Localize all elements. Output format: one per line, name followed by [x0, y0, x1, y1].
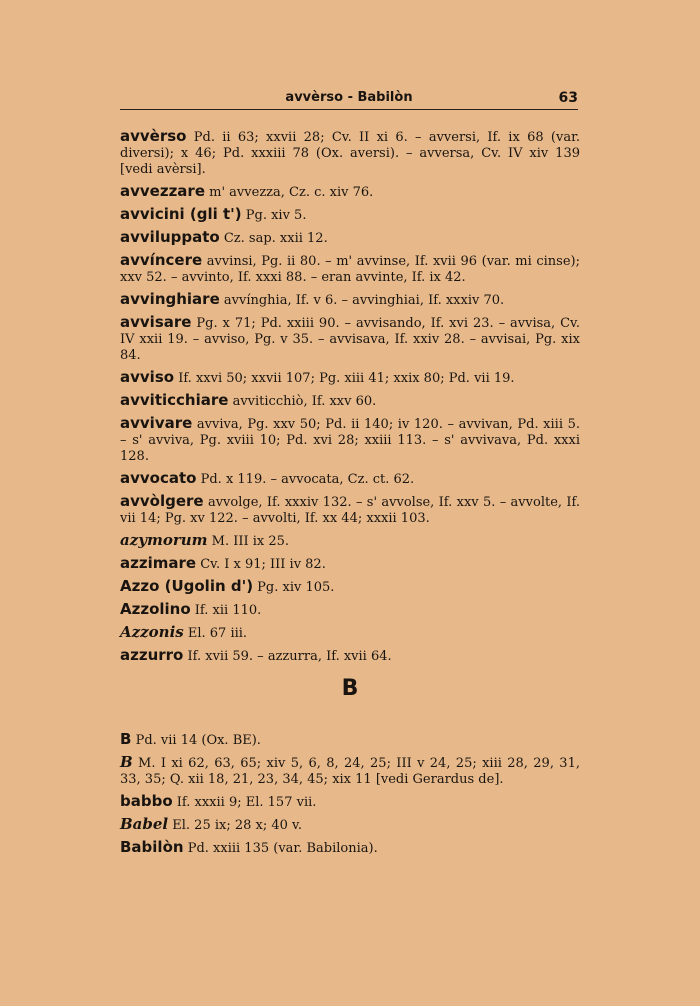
- entry-citations: M. III ix 25.: [207, 534, 290, 549]
- section-letter-b: B: [341, 676, 359, 701]
- entry-citations: Cv. I x 91; III iv 82.: [196, 557, 326, 572]
- page-number: 63: [558, 90, 578, 106]
- dictionary-entry: [120, 470, 580, 488]
- entry-citations: El. 67 iii.: [183, 626, 248, 641]
- dictionary-entry: [120, 793, 580, 811]
- entry-citations: Pg. x 71; Pd. xxiii 90. – avvisando, If. xvi 23. – avvisa, Cv. IV xxii 19. – avviso, Pg. v 35. – avvisava, If. xxiv 28. – avvisai, Pg. xix 84.: [120, 316, 580, 363]
- entry-citations: Pd. xxiii 135 (var. Babilonia).: [183, 841, 378, 856]
- entries-a-section: [120, 128, 580, 670]
- entry-headword: avvicini (gli t'): [120, 205, 242, 223]
- dictionary-entry: [120, 291, 580, 309]
- entry-headword: Babel: [120, 815, 169, 833]
- entry-citations: Cz. sap. xxii 12.: [219, 231, 328, 246]
- entry-citations: Pd. vii 14 (Ox. BE).: [131, 733, 261, 748]
- entry-headword: Babilòn: [120, 838, 184, 856]
- entry-headword: azzurro: [120, 646, 184, 664]
- entry-headword: azymorum: [120, 531, 208, 549]
- entry-headword: avvivare: [120, 414, 193, 432]
- dictionary-entry: [120, 183, 580, 201]
- entry-citations: Pg. xiv 5.: [241, 208, 307, 223]
- page-header: [120, 87, 578, 110]
- running-head: avvèrso - Babilòn: [285, 90, 413, 105]
- dictionary-entry: [120, 839, 580, 857]
- dictionary-entry: [120, 578, 580, 596]
- entry-headword: avvèrso: [120, 127, 187, 145]
- dictionary-entry: [120, 624, 580, 642]
- entry-headword: avvíncere: [120, 251, 203, 269]
- dictionary-entry: [120, 493, 580, 527]
- entry-headword: avvocato: [120, 469, 197, 487]
- entry-citations: If. xxvi 50; xxvii 107; Pg. xiii 41; xxix 80; Pd. vii 19.: [174, 371, 515, 386]
- entry-headword: avviluppato: [120, 228, 220, 246]
- entry-citations: avviva, Pg. xxv 50; Pd. ii 140; iv 120. – avvivan, Pd. xiii 5. – s' avviva, Pg. xviii 10; Pd. xvi 28; xxiii 113. – s' avvivava, Pd. xxxi 128.: [120, 417, 580, 464]
- entry-citations: El. 25 ix; 28 x; 40 v.: [168, 818, 302, 833]
- entry-headword: Azzolino: [120, 600, 191, 618]
- dictionary-entry: [120, 532, 580, 550]
- entry-citations: Pd. x 119. – avvocata, Cz. ct. 62.: [196, 472, 415, 487]
- entry-citations: Pd. ii 63; xxvii 28; Cv. II xi 6. – avversi, If. ix 68 (var. diversi); x 46; Pd. xxxiii 78 (Ox. aversi). – avversa, Cv. IV xiv 139 [vedi avèrsi].: [120, 130, 580, 177]
- entry-citations: If. xii 110.: [190, 603, 262, 618]
- dictionary-entry: [120, 647, 580, 665]
- entry-headword: Azzo (Ugolin d'): [120, 577, 254, 595]
- dictionary-entry: [120, 392, 580, 410]
- dictionary-entry: [120, 229, 580, 247]
- entry-citations: avvinsi, Pg. ii 80. – m' avvinse, If. xvii 96 (var. mi cinse); xxv 52. – avvinto, If. xxxi 88. – eran avvinte, If. ix 42.: [120, 254, 580, 285]
- entries-b-section: [120, 731, 580, 862]
- entry-citations: avvolge, If. xxxiv 132. – s' avvolse, If. xxv 5. – avvolte, If. vii 14; Pg. xv 122. – avvolti, If. xx 44; xxxii 103.: [120, 495, 580, 526]
- entry-headword: babbo: [120, 792, 173, 810]
- entry-headword: avviso: [120, 368, 175, 386]
- entry-citations: If. xxxii 9; El. 157 vii.: [172, 795, 317, 810]
- dictionary-entry: [120, 754, 580, 788]
- dictionary-entry: [120, 415, 580, 465]
- entry-headword: avvinghiare: [120, 290, 220, 308]
- entry-citations: avviticchiò, If. xxv 60.: [228, 394, 377, 409]
- entry-headword: avvezzare: [120, 182, 206, 200]
- entry-citations: m' avvezza, Cz. c. xiv 76.: [205, 185, 374, 200]
- dictionary-entry: [120, 731, 580, 749]
- dictionary-entry: [120, 601, 580, 619]
- entry-citations: M. I xi 62, 63, 65; xiv 5, 6, 8, 24, 25; III v 24, 25; xiii 28, 29, 31, 33, 35; Q. xii 18, 21, 23, 34, 45; xix 11 [vedi Gerardus de].: [120, 756, 580, 787]
- dictionary-entry: [120, 555, 580, 573]
- dictionary-entry: [120, 314, 580, 364]
- entry-headword: avviticchiare: [120, 391, 229, 409]
- entry-citations: Pg. xiv 105.: [253, 580, 335, 595]
- dictionary-entry: [120, 252, 580, 286]
- dictionary-entry: [120, 128, 580, 178]
- dictionary-entry: [120, 206, 580, 224]
- entry-headword: Azzonis: [120, 623, 184, 641]
- entry-citations: avvínghia, If. v 6. – avvinghiai, If. xxxiv 70.: [219, 293, 505, 308]
- entry-headword: B: [120, 753, 133, 771]
- entry-headword: azzimare: [120, 554, 197, 572]
- entry-citations: If. xvii 59. – azzurra, If. xvii 64.: [183, 649, 392, 664]
- dictionary-entry: [120, 369, 580, 387]
- dictionary-entry: [120, 816, 580, 834]
- entry-headword: B: [120, 730, 132, 748]
- entry-headword: avvisare: [120, 313, 192, 331]
- entry-headword: avvòlgere: [120, 492, 204, 510]
